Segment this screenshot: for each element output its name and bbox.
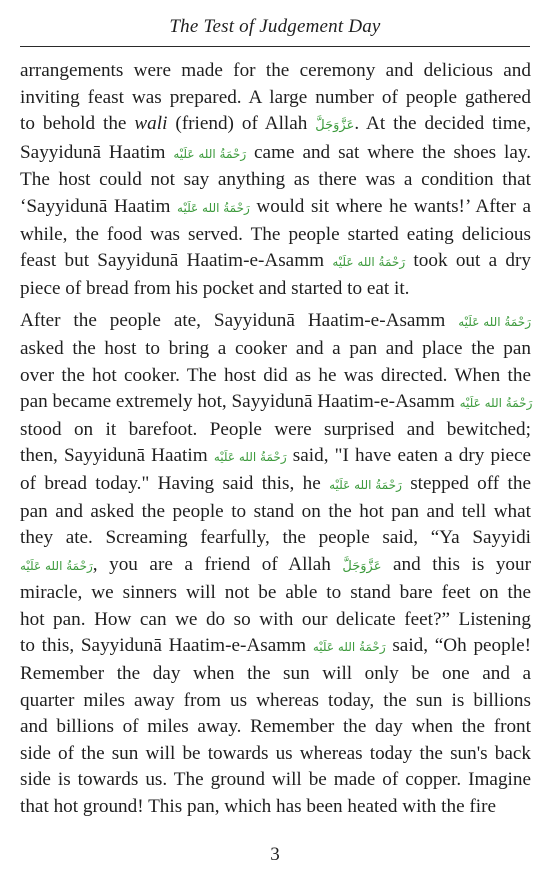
page-body (20, 58, 531, 821)
text-run: arrangements were made for the ceremony and delicious and (20, 60, 531, 81)
italic-term: wali (134, 113, 168, 135)
text-run: hot pan. How can we do so with our delicate feet?” Listening (20, 608, 531, 630)
text-run: over the hot cooker. The host did as he was directed. When the (20, 364, 531, 386)
text-line (20, 58, 531, 85)
text-run: said, “Oh people! (385, 635, 531, 657)
text-line (20, 688, 531, 715)
text-line (20, 767, 531, 794)
text-run: said, "I have eaten a dry piece (286, 445, 531, 467)
text-run: to behold the (20, 113, 135, 135)
text-line (20, 336, 531, 363)
running-header: The Test of Judgement Day (169, 16, 381, 37)
text-run: quarter miles away from us whereas today, the sun is billions (20, 689, 531, 711)
text-run: they ate. Screaming fearfully, the people said, “Ya Sayyidi (20, 527, 531, 549)
text-run: of bread today." Having said this, he (20, 472, 330, 494)
text-run: The host could not say anything as there was a condition that (20, 169, 531, 191)
text-run: feast but Sayyidunā Haatim-e-Asamm (20, 250, 333, 272)
text-run: to this, Sayyidunā Haatim-e-Asamm (20, 635, 313, 657)
text-line (20, 167, 531, 194)
text-run: side is towards us. The ground will be made of copper. Imagine (20, 769, 531, 791)
text-run: took out a dry (405, 250, 531, 272)
text-line (20, 633, 531, 661)
honorific-saint: رَحْمَةُ الله عَلَيْه (332, 255, 406, 270)
text-line (20, 363, 531, 390)
text-line (20, 552, 531, 581)
text-line (20, 389, 531, 417)
text-line (20, 525, 531, 552)
text-line (20, 741, 531, 768)
text-run: . At the decided time, (354, 113, 531, 135)
paragraph (20, 58, 531, 302)
honorific-saint: رَحْمَةُ الله عَلَيْه (20, 558, 93, 573)
text-line (20, 794, 531, 821)
text-run: Remember the day when the sun will only be one and a (20, 663, 531, 685)
text-line (20, 417, 531, 444)
honorific-saint: رَحْمَةُ الله عَلَيْه (213, 450, 287, 465)
text-run: and billions of miles away. Remember the day when the front (20, 716, 531, 738)
text-line (20, 580, 531, 607)
text-line (20, 714, 531, 741)
text-line (20, 248, 531, 276)
text-run: while, the food was served. The people started eating delicious (20, 223, 531, 245)
honorific-saint: رَحْمَةُ الله عَلَيْه (312, 640, 386, 655)
honorific-saint: رَحْمَةُ الله عَلَيْه (177, 200, 250, 215)
text-run: Sayyidunā Haatim (20, 141, 174, 163)
text-run: stepped off the (401, 472, 531, 494)
text-line (20, 111, 531, 140)
text-run: asked the host to bring a cooker and a pan and place the pan (20, 337, 531, 359)
text-run: (friend) of Allah (167, 113, 316, 135)
honorific-saint: رَحْمَةُ الله عَلَيْه (173, 146, 247, 161)
paragraph (20, 308, 531, 820)
text-line (20, 443, 531, 471)
text-run: , you are a friend of Allah (92, 553, 343, 575)
text-line (20, 499, 531, 526)
text-run: inviting feast was prepared. A large number of people gathered (20, 86, 531, 108)
honorific-saint: رَحْمَةُ الله عَلَيْه (458, 315, 531, 330)
text-run: ‘Sayyidunā Haatim (20, 195, 178, 217)
text-run: would sit where he wants!’ After a (249, 195, 532, 217)
text-run: and this is your (381, 553, 531, 575)
text-line (20, 308, 531, 336)
text-line (20, 222, 531, 249)
text-run: stood on it barefoot. People were surprised and bewitched; (20, 418, 531, 440)
text-line (20, 276, 531, 303)
page-number: 3 (270, 844, 280, 865)
text-line (20, 471, 531, 499)
text-line (20, 85, 531, 112)
text-run: then, Sayyidunā Haatim (20, 445, 214, 467)
text-run: side of the sun will be towards us whereas today the sun's back (20, 742, 531, 764)
text-run: pan and asked the people to stand on the hot pan and tell what (20, 500, 531, 522)
text-run: After the people ate, Sayyidunā Haatim-e-Asamm (20, 310, 459, 332)
text-line (20, 140, 531, 168)
text-run: miracle, we sinners will not be able to stand bare feet on the (20, 582, 531, 604)
honorific-saint: رَحْمَةُ الله عَلَيْه (459, 396, 533, 411)
text-run: piece of bread from his pocket and started to eat it. (20, 277, 410, 299)
honorific-allah: عَزَّوَجَلَّ (342, 558, 382, 574)
honorific-saint: رَحْمَةُ الله عَلَيْه (329, 477, 402, 492)
text-line (20, 607, 531, 634)
header-rule (20, 46, 530, 47)
text-run: that hot ground! This pan, which has been heated with the fire (20, 796, 497, 818)
text-line (20, 194, 531, 222)
honorific-allah: عَزَّوَجَلَّ (315, 118, 355, 134)
text-run: pan became extremely hot, Sayyidunā Haatim-e-Asamm (20, 391, 460, 413)
text-run: came and sat where the shoes lay. (246, 141, 532, 163)
text-line (20, 661, 531, 688)
